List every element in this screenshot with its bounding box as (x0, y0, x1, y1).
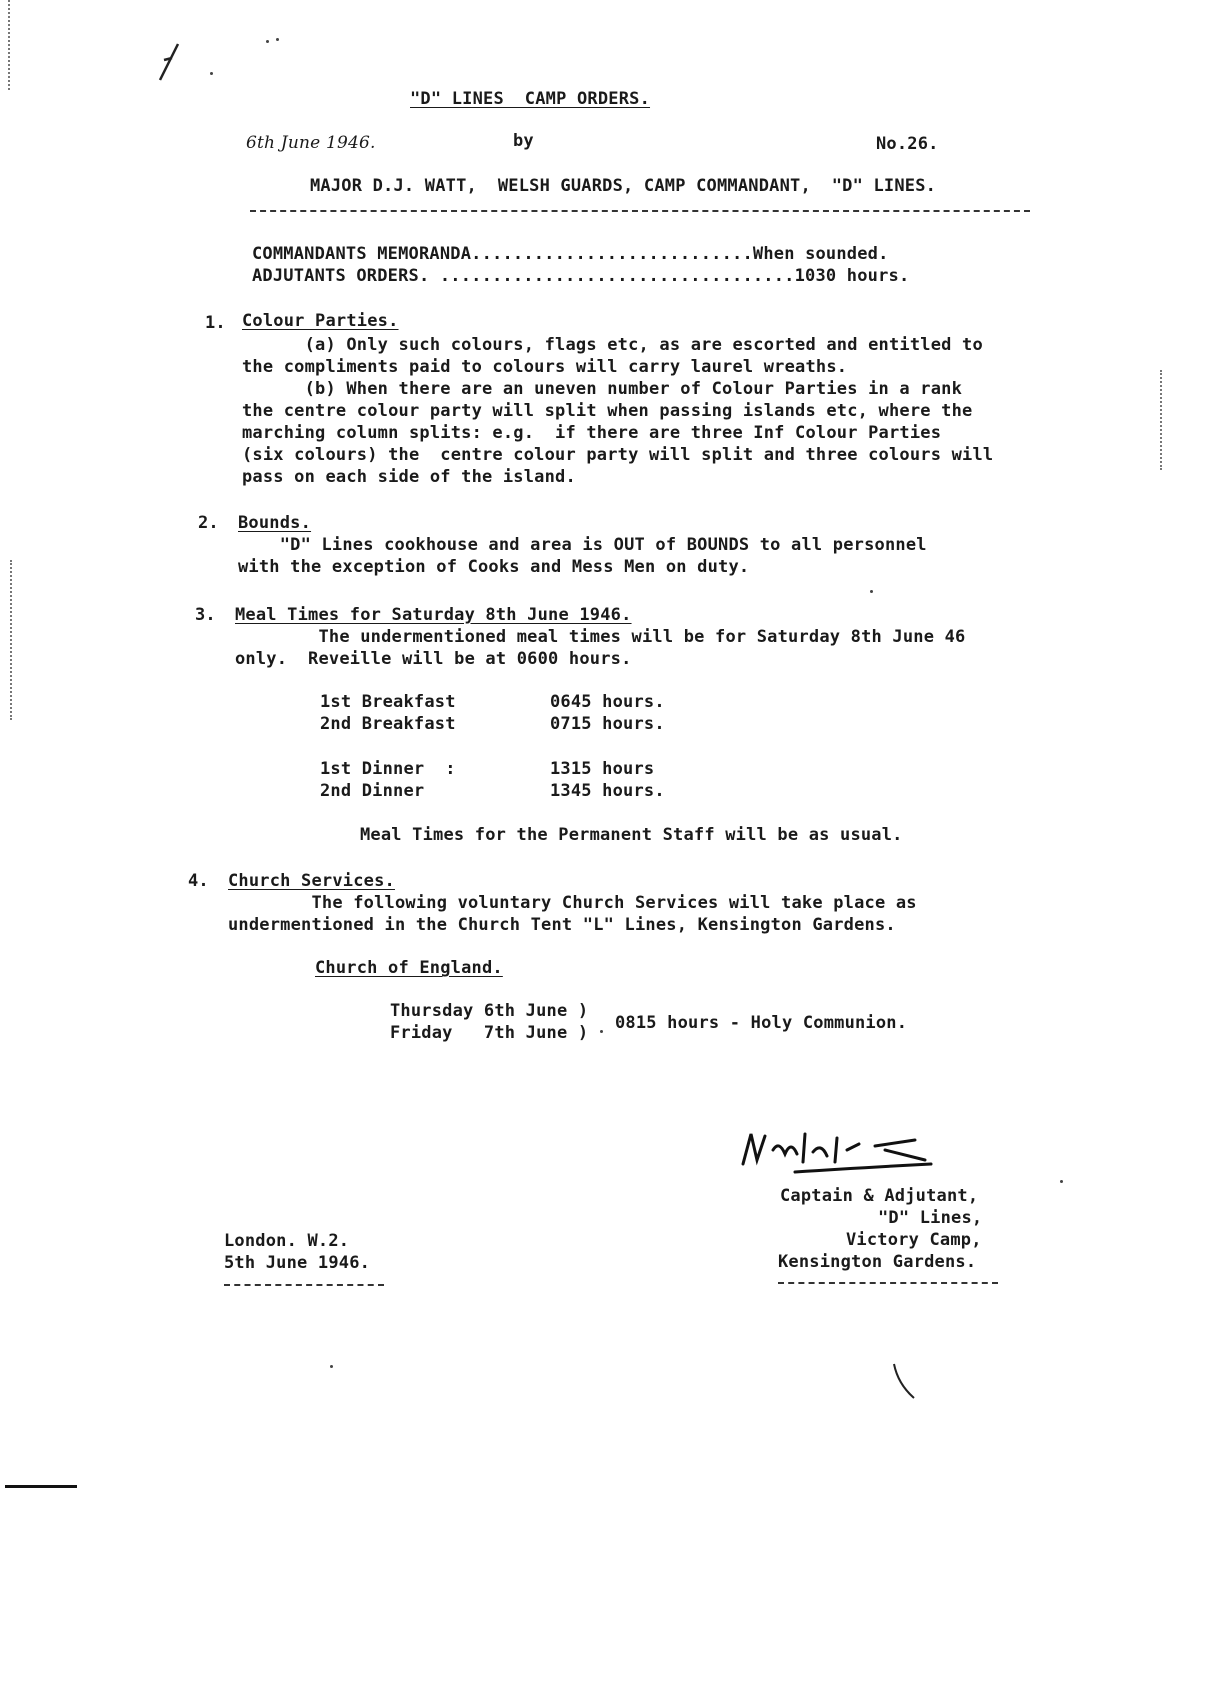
subsection-heading: Church of England. (315, 958, 503, 978)
signatory-line: Kensington Gardens. (778, 1252, 977, 1272)
signatory-line: "D" Lines, (878, 1208, 983, 1228)
issuer-line: MAJOR D.J. WATT, WELSH GUARDS, CAMP COMMANDANT, "D" LINES. (310, 176, 937, 196)
meal-name: 1st Dinner : (320, 759, 456, 779)
body-line: only. Reveille will be at 0600 hours. (235, 649, 632, 669)
handwritten-signature (735, 1120, 935, 1180)
header-rule (250, 210, 1030, 212)
body-line: with the exception of Cooks and Mess Men on duty. (238, 557, 750, 577)
section-number: 4. (188, 871, 209, 891)
service-day: Friday 7th June ) (390, 1023, 589, 1043)
speck (266, 40, 269, 43)
meal-time: 1315 hours (550, 759, 655, 779)
footer-place: London. W.2. (224, 1231, 350, 1251)
scan-bar (5, 1485, 77, 1488)
speck (1060, 1180, 1063, 1183)
section-heading: Meal Times for Saturday 8th June 1946. (235, 605, 632, 625)
section-heading: Bounds. (238, 513, 312, 533)
order-date: 6th June 1946. (246, 133, 376, 153)
scan-edge-left-lower (10, 560, 16, 720)
signatory-line: Captain & Adjutant, (780, 1186, 979, 1206)
service-detail: 0815 hours - Holy Communion. (615, 1013, 908, 1033)
memoranda-label: COMMANDANTS MEMORANDA (252, 244, 472, 264)
memoranda-dots: ........................... (471, 244, 753, 264)
speck (870, 590, 873, 593)
memoranda-value: When sounded. (752, 244, 889, 264)
meal-name: 1st Breakfast (320, 692, 456, 712)
body-line: undermentioned in the Church Tent "L" Lines, Kensington Gardens. (228, 915, 896, 935)
scan-edge-right (1160, 370, 1166, 470)
footer-date: 5th June 1946. (224, 1253, 371, 1273)
speck (276, 38, 279, 41)
memoranda-dots: .................................. (439, 266, 795, 286)
speck (210, 72, 213, 75)
scan-edge-left (8, 0, 14, 90)
section-heading: Colour Parties. (242, 311, 399, 331)
meal-name: 2nd Breakfast (320, 714, 456, 734)
pen-mark (150, 40, 190, 90)
service-day: Thursday 6th June ) (390, 1001, 589, 1021)
section-number: 3. (195, 605, 216, 625)
memoranda-value: 1030 hours. (794, 266, 910, 286)
order-number: No.26. (876, 134, 939, 154)
by-label: by (513, 131, 534, 151)
meal-name: 2nd Dinner (320, 781, 425, 801)
meal-time: 0715 hours. (550, 714, 665, 734)
section-heading: Church Services. (228, 871, 395, 891)
page-title: "D" LINES CAMP ORDERS. (410, 89, 651, 109)
meal-note: Meal Times for the Permanent Staff will be as usual. (360, 825, 903, 845)
body-line: the compliments paid to colours will carry laurel wreaths. (242, 357, 848, 377)
body-line: the centre colour party will split when passing islands etc, where the (242, 401, 973, 421)
memoranda-label: ADJUTANTS ORDERS. (252, 266, 440, 286)
pen-mark (890, 1360, 920, 1405)
section-number: 2. (198, 513, 219, 533)
body-line: (b) When there are an uneven number of Colour Parties in a rank (242, 379, 963, 399)
body-line: "D" Lines cookhouse and area is OUT of BOUNDS to all personnel (238, 535, 927, 555)
memoranda-row (252, 243, 889, 265)
body-line: The following voluntary Church Services will take place as (228, 893, 917, 913)
meal-time: 0645 hours. (550, 692, 665, 712)
body-line: (a) Only such colours, flags etc, as are escorted and entitled to (242, 335, 983, 355)
footer-rule (224, 1284, 384, 1286)
speck (330, 1365, 333, 1368)
signature-rule (778, 1282, 998, 1284)
memoranda-row (252, 265, 909, 287)
meal-time: 1345 hours. (550, 781, 665, 801)
section-number: 1. (205, 313, 226, 333)
body-line: marching column splits: e.g. if there are three Inf Colour Parties (242, 423, 942, 443)
signatory-line: Victory Camp, (846, 1230, 982, 1250)
speck (600, 1030, 603, 1033)
body-line: pass on each side of the island. (242, 467, 576, 487)
body-line: The undermentioned meal times will be for Saturday 8th June 46 (235, 627, 966, 647)
body-line: (six colours) the centre colour party will split and three colours will (242, 445, 994, 465)
